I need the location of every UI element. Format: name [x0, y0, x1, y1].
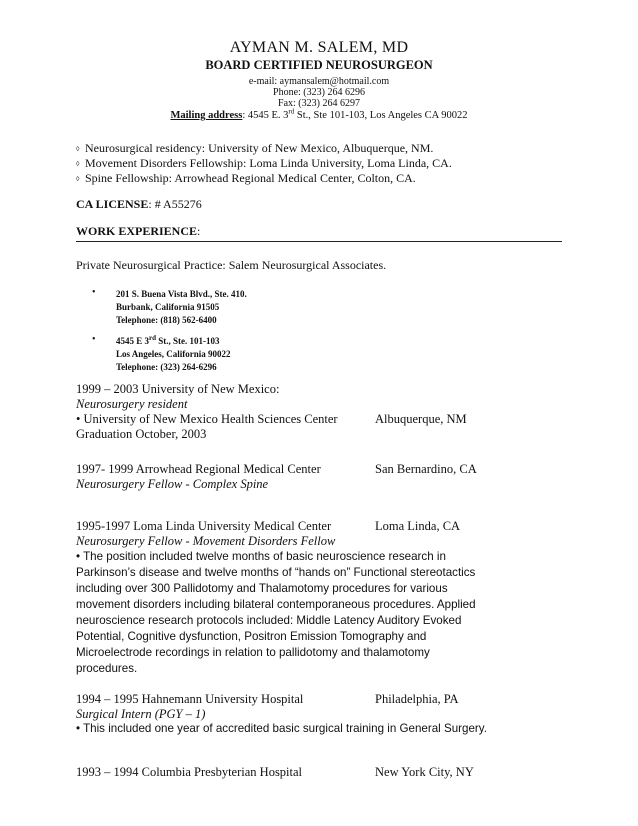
work-heading-colon: :	[197, 224, 201, 238]
description-line: including over 300 Pallidotomy and Thalamotomy procedures for various	[76, 582, 448, 595]
office-address	[116, 288, 247, 327]
work-heading-text: WORK EXPERIENCE	[76, 224, 198, 238]
office-phone: Telephone: (323) 264-6296	[116, 362, 217, 372]
training-text: Neurosurgical residency: University of New Mexico, Albuquerque, NM.	[85, 141, 434, 155]
description-line: • The position included twelve months of basic neuroscience research in	[76, 550, 446, 563]
mailing-address	[0, 107, 638, 121]
mailing-sup: rd	[288, 107, 295, 116]
office-street-sup: rd	[149, 334, 157, 342]
entry-title: 1999 – 2003 University of New Mexico:	[76, 382, 280, 396]
office-city: Los Angeles, California 90022	[116, 349, 231, 359]
entry-role: Neurosurgery Fellow - Movement Disorders Fellow	[76, 534, 336, 548]
entry-detail: • This included one year of accredited basic surgical training in General Surgery.	[76, 722, 487, 735]
description-line: Potential, Cognitive dysfunction, Positron Emission Tomography and	[76, 630, 427, 643]
office-street-post: St., Ste. 101-103	[156, 336, 220, 346]
practice-line: Private Neurosurgical Practice: Salem Neurosurgical Associates.	[76, 258, 387, 272]
fax-line: Fax: (323) 264 6297	[278, 98, 360, 109]
entry-title: 1997- 1999 Arrowhead Regional Medical Center	[76, 462, 321, 476]
entry-extra: Graduation October, 2003	[76, 427, 207, 441]
entry-location: Albuquerque, NM	[375, 412, 467, 426]
entry-role: Surgical Intern (PGY – 1)	[76, 707, 206, 721]
entry-title: 1995-1997 Loma Linda University Medical Center	[76, 519, 332, 533]
entry-title: 1993 – 1994 Columbia Presbyterian Hospital	[76, 765, 303, 779]
entry-location: New York City, NY	[375, 765, 474, 779]
training-text: Movement Disorders Fellowship: Loma Linda University, Loma Linda, CA.	[85, 156, 452, 170]
license-line	[76, 197, 202, 212]
diamond-bullet-icon: ◊	[76, 145, 80, 154]
description-line: neuroscience research protocols included: Middle Latency Auditory Evoked	[76, 614, 462, 627]
bullet-icon: •	[92, 334, 96, 345]
diamond-bullet-icon: ◊	[76, 160, 80, 169]
training-item	[76, 141, 433, 156]
entry-location: Philadelphia, PA	[375, 692, 459, 706]
description-line: movement disorders including bilateral contemporaneous procedures. Applied	[76, 598, 476, 611]
diamond-bullet-icon: ◊	[76, 175, 80, 184]
office-address	[116, 335, 231, 374]
mailing-label: Mailing address	[170, 110, 243, 121]
entry-role: Neurosurgery resident	[76, 397, 188, 411]
entry-title: 1994 – 1995 Hahnemann University Hospital	[76, 692, 304, 706]
office-street	[116, 335, 231, 348]
entry-location: San Bernardino, CA	[375, 462, 477, 476]
work-experience-heading	[76, 224, 200, 239]
description-line: procedures.	[76, 662, 138, 675]
entry-location: Loma Linda, CA	[375, 519, 461, 533]
office-city: Burbank, California 91505	[116, 302, 220, 312]
training-item	[76, 156, 452, 171]
entry-role: Neurosurgery Fellow - Complex Spine	[76, 477, 269, 491]
training-text: Spine Fellowship: Arrowhead Regional Medical Center, Colton, CA.	[85, 171, 416, 185]
section-divider	[76, 241, 562, 242]
license-value: : # A55276	[148, 197, 202, 211]
bullet-icon: •	[92, 287, 96, 298]
license-label: CA LICENSE	[76, 197, 149, 211]
mailing-pre: : 4545 E. 3	[242, 110, 289, 121]
description-line: Parkinson’s disease and twelve months of “hands on” Functional stereotactics	[76, 566, 476, 579]
mailing-post: St., Ste 101-103, Los Angeles CA 90022	[294, 110, 468, 121]
doctor-name: AYMAN M. SALEM, MD	[229, 39, 409, 56]
office-street: 201 S. Buena Vista Blvd., Ste. 410.	[116, 289, 247, 299]
subtitle: BOARD CERTIFIED NEUROSURGEON	[205, 58, 433, 72]
office-phone: Telephone: (818) 562-6400	[116, 315, 217, 325]
office-street-pre: 4545 E 3	[116, 336, 150, 346]
entry-description	[76, 549, 476, 677]
phone-line: Phone: (323) 264 6296	[273, 87, 365, 98]
email-line: e-mail: aymansalem@hotmail.com	[248, 76, 390, 87]
description-line: Microelectrode recordings in relation to pallidotomy and thalamotomy	[76, 646, 430, 659]
entry-detail: • University of New Mexico Health Sciences Center	[76, 412, 338, 426]
training-item	[76, 171, 416, 186]
